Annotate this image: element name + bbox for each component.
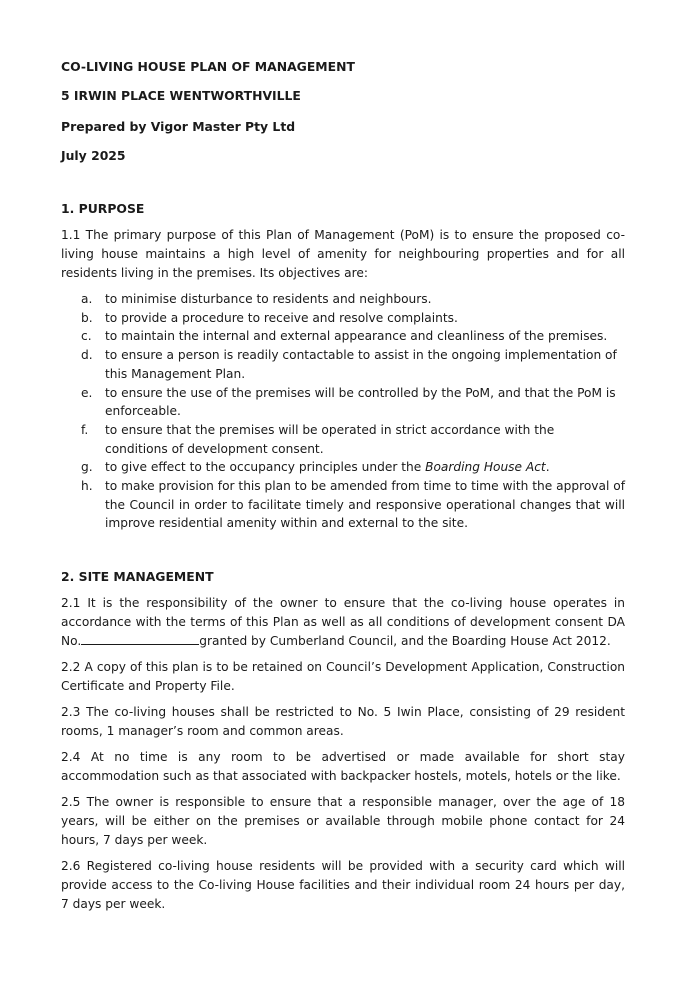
list-marker: f. [81, 422, 89, 437]
section-heading-site-management: 2. SITE MANAGEMENT [61, 569, 214, 584]
list-item-text: to ensure that the premises will be operated in strict accordance with the conditions of development consent. [105, 422, 555, 456]
section-heading-purpose: 1. PURPOSE [61, 201, 145, 216]
list-marker: b. [81, 310, 93, 325]
list-item [61, 384, 625, 421]
paragraph-2-2: 2.2 A copy of this plan is to be retained on Council’s Development Application, Construction Certificate and Property File. [61, 660, 625, 693]
list-item [61, 290, 625, 309]
list-marker: e. [81, 385, 93, 400]
list-item [61, 346, 625, 383]
paragraph-2-4: 2.4 At no time is any room to be advertised or made available for short stay accommodation such as that associated with backpacker hostels, motels, hotels or the like. [61, 750, 625, 783]
paragraph-text: 2.1 It is the responsibility of the owner to ensure that the co-living house operates in accordance with the terms of this Plan as well as all conditions of development consent DA No. [61, 596, 625, 648]
list-marker: a. [81, 292, 93, 306]
paragraph-2-1 [61, 594, 625, 651]
objectives-list [61, 290, 625, 533]
da-number-blank [81, 633, 199, 645]
list-item [61, 458, 625, 477]
paragraph-2-3: 2.3 The co-living houses shall be restricted to No. 5 Iwin Place, consisting of 29 resident rooms, 1 manager’s room and common areas. [61, 705, 625, 738]
prepared-by: Prepared by Vigor Master Pty Ltd [61, 119, 296, 134]
paragraph-1-1: 1.1 The primary purpose of this Plan of Management (PoM) is to ensure the proposed co-living house maintains a high level of amenity for neighbouring properties and for all residents living in the premises. Its objectives are: [61, 228, 625, 280]
document-date: July 2025 [61, 148, 126, 163]
list-item-text [105, 458, 625, 477]
document-title: CO-LIVING HOUSE PLAN OF MANAGEMENT [61, 59, 355, 74]
list-item-text-part: . [545, 460, 550, 475]
list-item-text: to provide a procedure to receive and resolve complaints. [105, 310, 458, 325]
list-marker: g. [81, 460, 93, 475]
document-address: 5 IRWIN PLACE WENTWORTHVILLE [61, 88, 301, 103]
list-item-text: to make provision for this plan to be amended from time to time with the approval of the Council in order to facilitate timely and responsive operational changes that will improve residential amenity within and external to the site. [105, 479, 625, 531]
list-item [61, 421, 625, 458]
list-marker: h. [81, 479, 93, 494]
list-item-text: to ensure a person is readily contactable to assist in the ongoing implementation of this Management Plan. [105, 348, 617, 381]
paragraph-text: granted by Cumberland Council, and the Boarding House Act 2012. [199, 633, 611, 648]
act-name: Boarding House Act [425, 460, 546, 475]
list-item-text: to minimise disturbance to residents and neighbours. [105, 292, 432, 306]
list-item-text-part: to give effect to the occupancy principles under the [105, 460, 426, 475]
list-item [61, 477, 625, 533]
list-item-text: to ensure the use of the premises will be controlled by the PoM, and that the PoM is enforceable. [105, 385, 616, 419]
list-item-text: to maintain the internal and external appearance and cleanliness of the premises. [105, 329, 608, 344]
paragraph-2-6: 2.6 Registered co-living house residents will be provided with a security card which will provide access to the Co-living House facilities and their individual room 24 hours per day, 7 days per week. [61, 859, 625, 911]
list-marker: d. [81, 348, 93, 363]
list-marker: c. [81, 329, 92, 344]
list-item [61, 327, 625, 346]
list-item [61, 309, 625, 328]
paragraph-2-5: 2.5 The owner is responsible to ensure that a responsible manager, over the age of 18 years, will be either on the premises or available through mobile phone contact for 24 hours, 7 days per week. [61, 795, 625, 847]
